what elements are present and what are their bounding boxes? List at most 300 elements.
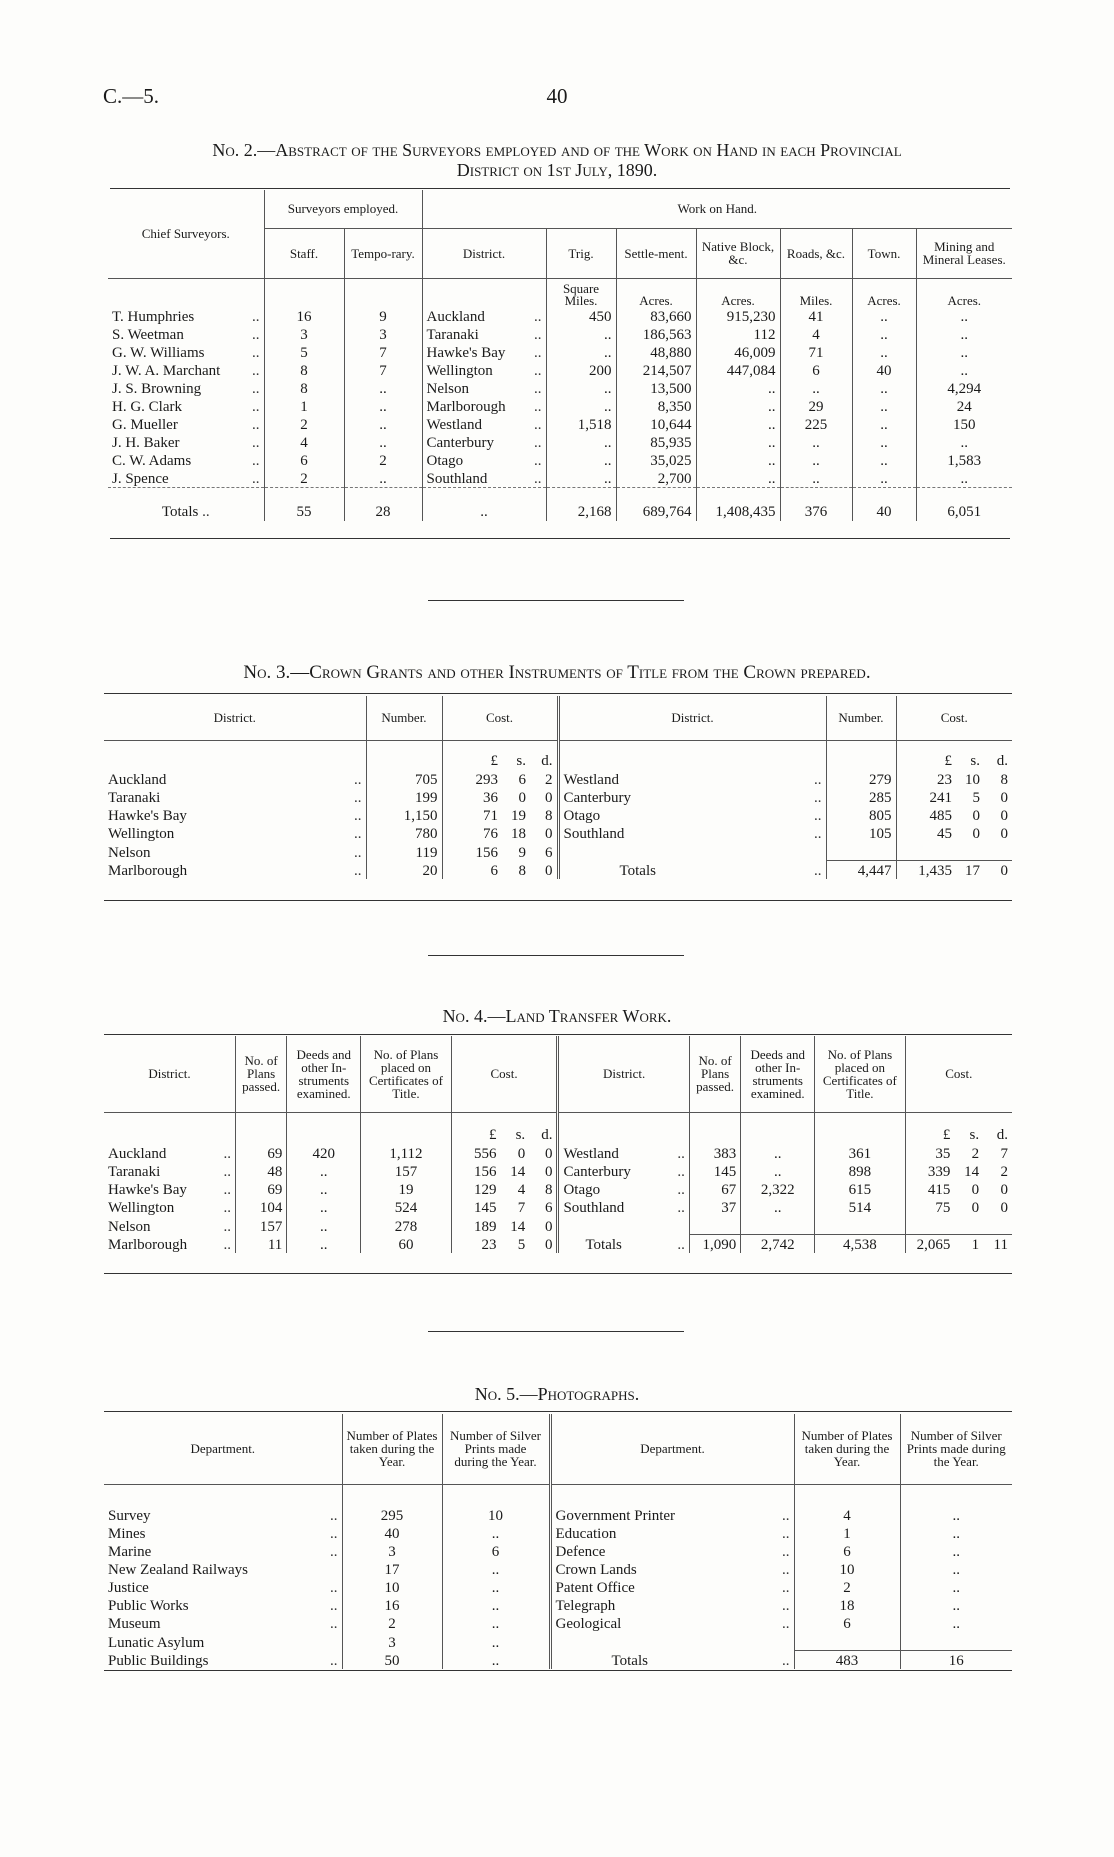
prints-cell: .. — [442, 1596, 550, 1614]
unit-shilling: s. — [969, 1127, 980, 1143]
spacer — [689, 1216, 740, 1235]
deeds-cell: .. — [287, 1198, 361, 1216]
pounds-cell: 45 — [896, 824, 956, 842]
pence-cell: 0 — [544, 1146, 553, 1162]
total-district: .. — [422, 487, 546, 521]
settlement-cell: 35,025 — [616, 451, 696, 469]
table-row — [108, 451, 1012, 469]
pence-cell: 0 — [545, 863, 553, 879]
trig-cell: .. — [546, 433, 616, 451]
staff-cell: 16 — [264, 307, 344, 325]
spacer — [900, 1632, 1012, 1651]
surveyor-name-text: H. G. Clark — [112, 398, 182, 415]
table-row — [104, 1180, 1012, 1198]
col-trig: Trig. — [546, 228, 616, 278]
district-cell-text: Marlborough — [426, 398, 506, 415]
district-cell-text: Otago — [426, 452, 464, 469]
unit-pence: d. — [996, 1127, 1008, 1143]
district-cell-text: Southland — [563, 826, 625, 842]
shillings-cell: 5 — [972, 790, 980, 806]
deeds-cell: .. — [741, 1198, 815, 1216]
district-cell: Canterbury .. — [558, 788, 826, 806]
table-row — [104, 1542, 1012, 1560]
placed-cell: 157 — [361, 1162, 451, 1180]
prints-cell: .. — [442, 1632, 550, 1651]
spacer — [741, 1216, 815, 1235]
district-cell: Auckland .. — [422, 307, 546, 325]
spacer — [984, 842, 1012, 861]
table-row — [108, 415, 1012, 433]
department-cell: Justice .. — [108, 1580, 338, 1596]
total-pounds: 1,435 — [896, 861, 956, 880]
table2 — [108, 190, 1012, 521]
plates-cell: 3 — [342, 1632, 442, 1651]
shillings-cell: 0 — [517, 1146, 526, 1162]
surveyor-name-text: J. H. Baker — [112, 434, 180, 451]
district-cell-text: Wellington — [426, 362, 493, 379]
shillings-cell: 2 — [971, 1146, 980, 1162]
district-cell-text: Taranaki — [108, 790, 161, 806]
district-cell: Nelson .. — [108, 844, 362, 861]
unit-pound: £ — [905, 1112, 954, 1144]
temporary-cell: .. — [344, 433, 422, 451]
shillings-cell: 10 — [965, 772, 980, 788]
prints-cell: .. — [900, 1542, 1012, 1560]
mining-cell: .. — [916, 361, 1012, 379]
mining-cell: .. — [916, 307, 1012, 325]
pounds-cell: 156 — [451, 1162, 500, 1180]
district-cell-text: Otago — [563, 1182, 601, 1198]
plates-cell: 3 — [342, 1542, 442, 1560]
number-cell: 705 — [366, 770, 442, 788]
department-cell-text: Geological — [555, 1616, 622, 1632]
pence-cell: 0 — [1000, 808, 1008, 824]
totals-label: Totals .. — [558, 861, 826, 880]
total-town: 40 — [852, 487, 916, 521]
temporary-cell: .. — [344, 469, 422, 488]
table-row — [104, 1235, 1012, 1254]
unit-pound: £ — [896, 740, 956, 770]
deeds-cell: 420 — [287, 1144, 361, 1162]
district-cell-text: Hawke's Bay — [108, 1182, 187, 1198]
number-cell: 285 — [826, 788, 896, 806]
department-cell: Marine .. — [108, 1544, 338, 1560]
number-cell: 805 — [826, 806, 896, 824]
prints-cell: .. — [442, 1578, 550, 1596]
deeds-cell: 2,322 — [741, 1180, 815, 1198]
settlement-cell: 2,700 — [616, 469, 696, 488]
plates-cell: 16 — [342, 1596, 442, 1614]
total-mining: 6,051 — [916, 487, 1012, 521]
district-cell: Wellington .. — [108, 826, 362, 842]
district-cell: Auckland .. — [108, 772, 362, 788]
pounds-cell: 556 — [451, 1144, 500, 1162]
surveyor-name: G. Mueller .. — [112, 416, 260, 433]
surveyor-name: J. Spence .. — [112, 470, 260, 487]
roads-cell: 71 — [780, 343, 852, 361]
native-cell: 112 — [696, 325, 780, 343]
total-shillings: 1 — [954, 1235, 983, 1254]
department-cell: Education .. — [550, 1524, 794, 1542]
plates-cell: 50 — [342, 1651, 442, 1670]
surveyor-name-text: J. Spence — [112, 470, 169, 487]
spacer — [956, 842, 984, 861]
placed-cell: 1,112 — [361, 1144, 451, 1162]
department-cell-text: Marine — [108, 1544, 152, 1560]
total-pence: 11 — [983, 1235, 1012, 1254]
col-district: District. — [422, 228, 546, 278]
district-cell: Taranaki .. — [422, 325, 546, 343]
department-cell-text: Public Buildings — [108, 1653, 209, 1669]
native-cell: .. — [696, 469, 780, 488]
district-cell-text: Southland — [426, 470, 488, 487]
temporary-cell: 7 — [344, 343, 422, 361]
native-cell: .. — [696, 451, 780, 469]
plans-cell: 11 — [235, 1235, 286, 1254]
district-cell: Marlborough .. — [108, 863, 362, 879]
total-shillings: 17 — [956, 861, 984, 880]
district-cell-text: Marlborough — [108, 1237, 188, 1253]
town-cell: .. — [852, 415, 916, 433]
total-plans: 1,090 — [689, 1235, 740, 1254]
native-cell: .. — [696, 433, 780, 451]
col-plates-left: Number of Plates taken during the Year. — [342, 1414, 442, 1484]
col-district-left: District. — [148, 1066, 191, 1082]
shillings-cell: 4 — [517, 1182, 526, 1198]
plates-cell: 295 — [342, 1506, 442, 1524]
unit-shilling: s. — [970, 753, 980, 769]
total-plates: 483 — [794, 1651, 900, 1670]
table-row — [104, 1216, 1012, 1235]
district-cell-text: Westland — [426, 416, 482, 433]
shillings-cell: 9 — [518, 844, 526, 861]
unit-shilling: s. — [515, 1127, 526, 1143]
unit-pound: £ — [451, 1112, 500, 1144]
col-prints-right: Number of Silver Prints made during the Year. — [900, 1414, 1012, 1484]
pence-cell: 0 — [544, 1218, 553, 1235]
pounds-cell: 36 — [442, 788, 502, 806]
prints-cell: .. — [900, 1506, 1012, 1524]
trig-cell: .. — [546, 451, 616, 469]
total-native: 1,408,435 — [696, 487, 780, 521]
table-row — [108, 397, 1012, 415]
pence-cell: 6 — [545, 844, 553, 861]
district-cell: Southland .. — [422, 469, 546, 488]
native-cell: 915,230 — [696, 307, 780, 325]
prints-cell: 6 — [442, 1542, 550, 1560]
table4 — [104, 1036, 1012, 1253]
surveyor-name-text: T. Humphries — [112, 308, 195, 325]
mining-cell: 150 — [916, 415, 1012, 433]
surveyor-name-text: S. Weetman — [112, 326, 184, 343]
total-prints: 16 — [900, 1651, 1012, 1670]
shillings-cell: 0 — [971, 1200, 980, 1216]
table-row — [104, 1614, 1012, 1632]
spacer — [550, 1632, 794, 1651]
district-cell: Westland .. — [558, 1144, 689, 1162]
table-row — [104, 1632, 1012, 1651]
col-work-on-hand: Work on Hand. — [422, 190, 1012, 228]
mining-cell: 24 — [916, 397, 1012, 415]
table-row — [104, 842, 1012, 861]
trig-cell: .. — [546, 325, 616, 343]
spacer — [905, 1216, 954, 1235]
district-cell: Marlborough .. — [108, 1237, 231, 1253]
pence-cell: 6 — [544, 1200, 553, 1216]
spacer — [826, 842, 896, 861]
department-cell: Public Buildings .. — [108, 1653, 338, 1669]
table-row — [104, 1560, 1012, 1578]
district-cell-text: Nelson — [426, 380, 469, 397]
total-placed: 4,538 — [815, 1235, 905, 1254]
pounds-cell: 339 — [905, 1162, 954, 1180]
shillings-cell: 14 — [510, 1218, 526, 1235]
shillings-cell: 5 — [517, 1237, 526, 1253]
col-roads: Roads, &c. — [780, 228, 852, 278]
plates-cell: 1 — [794, 1524, 900, 1542]
plates-cell: 17 — [342, 1560, 442, 1578]
table3-title: No. 3.—Crown Grants and other Instruments of Title from the Crown prepared. — [243, 662, 871, 683]
temporary-cell: 7 — [344, 361, 422, 379]
table-row — [104, 1144, 1012, 1162]
page-number: 40 — [546, 84, 568, 108]
col-district-left: District. — [213, 710, 256, 726]
settlement-cell: 13,500 — [616, 379, 696, 397]
unit-pence: d. — [996, 753, 1008, 769]
district-cell: Canterbury .. — [422, 433, 546, 451]
number-cell: 119 — [366, 842, 442, 861]
plates-cell: 10 — [342, 1578, 442, 1596]
staff-cell: 3 — [264, 325, 344, 343]
plates-cell: 2 — [794, 1578, 900, 1596]
placed-cell: 278 — [361, 1216, 451, 1235]
district-cell: Nelson .. — [422, 379, 546, 397]
settlement-cell: 85,935 — [616, 433, 696, 451]
town-cell: .. — [852, 325, 916, 343]
col-number-left: Number. — [366, 696, 442, 740]
table-row — [104, 1198, 1012, 1216]
district-cell-text: Hawke's Bay — [108, 808, 187, 824]
department-cell-text: Public Works — [108, 1598, 189, 1614]
district-cell-text: Nelson — [108, 1218, 151, 1235]
number-cell: 105 — [826, 824, 896, 842]
pence-cell: 0 — [544, 1164, 553, 1180]
roads-cell: 225 — [780, 415, 852, 433]
department-cell: Telegraph .. — [550, 1596, 794, 1614]
pounds-cell: 23 — [896, 770, 956, 788]
surveyor-name: S. Weetman .. — [112, 326, 260, 343]
shillings-cell: 14 — [964, 1164, 980, 1180]
pence-cell: 8 — [544, 1182, 553, 1198]
table2-title-line2: District on 1st July, 1890. — [456, 160, 658, 180]
pounds-cell: 293 — [442, 770, 502, 788]
col-settlement: Settle-ment. — [616, 228, 696, 278]
table-row — [108, 361, 1012, 379]
deeds-cell: .. — [287, 1235, 361, 1254]
native-cell: 46,009 — [696, 343, 780, 361]
roads-cell: 41 — [780, 307, 852, 325]
district-cell-text: Auckland — [426, 308, 485, 325]
shillings-cell: 14 — [510, 1164, 526, 1180]
number-cell: 279 — [826, 770, 896, 788]
district-cell: Nelson .. — [108, 1218, 231, 1235]
surveyor-name: G. W. Williams .. — [112, 344, 260, 361]
table2-title-line1: No. 2.—Abstract of the Surveyors employed and of the Work on Hand in each Provincial — [212, 140, 902, 160]
pence-cell: 0 — [545, 790, 553, 806]
district-cell-text: Auckland — [108, 772, 167, 788]
shillings-cell: 6 — [518, 772, 526, 788]
spacer — [558, 1216, 689, 1235]
unit-acres: Acres. — [616, 278, 696, 307]
department-cell: New Zealand Railways — [108, 1562, 248, 1578]
department-cell: Lunatic Asylum — [108, 1634, 205, 1651]
pounds-cell: 145 — [451, 1198, 500, 1216]
prints-cell: .. — [900, 1596, 1012, 1614]
district-cell: Taranaki .. — [108, 1164, 231, 1180]
prints-cell: .. — [442, 1614, 550, 1632]
district-cell: Westland .. — [422, 415, 546, 433]
roads-cell: .. — [780, 433, 852, 451]
placed-cell: 524 — [361, 1198, 451, 1216]
surveyor-name: T. Humphries .. — [112, 308, 260, 325]
shillings-cell: 7 — [517, 1200, 526, 1216]
trig-cell: 1,518 — [546, 415, 616, 433]
shillings-cell: 0 — [972, 808, 980, 824]
department-cell-text: Justice — [108, 1580, 149, 1596]
staff-cell: 2 — [264, 415, 344, 433]
district-cell-text: Canterbury — [426, 434, 494, 451]
district-cell: Wellington .. — [108, 1200, 231, 1216]
col-plans-left: No. of Plans passed. — [235, 1036, 286, 1112]
town-cell: .. — [852, 451, 916, 469]
totals-label: Totals .. — [161, 504, 210, 520]
placed-cell: 615 — [815, 1180, 905, 1198]
surveyor-name-text: J. S. Browning — [112, 380, 202, 397]
shillings-cell: 0 — [972, 826, 980, 842]
table-row — [104, 1506, 1012, 1524]
district-cell-text: Westland — [563, 772, 619, 788]
pounds-cell: 129 — [451, 1180, 500, 1198]
table-row — [104, 788, 1012, 806]
staff-cell: 8 — [264, 361, 344, 379]
prints-cell: 10 — [442, 1506, 550, 1524]
unit-miles: Miles. — [780, 278, 852, 307]
district-cell-text: Hawke's Bay — [426, 344, 506, 361]
trig-cell: 450 — [546, 307, 616, 325]
placed-cell: 361 — [815, 1144, 905, 1162]
staff-cell: 2 — [264, 469, 344, 488]
native-cell: 447,084 — [696, 361, 780, 379]
department-cell: Crown Lands .. — [550, 1560, 794, 1578]
col-placed-left: No. of Plans placed on Certificates of Title. — [361, 1036, 451, 1112]
district-cell: Southland .. — [558, 1198, 689, 1216]
pounds-cell: 76 — [442, 824, 502, 842]
pence-cell: 7 — [1000, 1146, 1008, 1162]
trig-cell: 200 — [546, 361, 616, 379]
prints-cell: .. — [900, 1578, 1012, 1596]
district-cell: Auckland .. — [108, 1146, 231, 1162]
deeds-cell: .. — [287, 1216, 361, 1235]
settlement-cell: 83,660 — [616, 307, 696, 325]
col-department-right: Department. — [550, 1414, 794, 1484]
table-row — [108, 379, 1012, 397]
surveyor-name-text: C. W. Adams — [112, 452, 192, 469]
trig-cell: .. — [546, 397, 616, 415]
shillings-cell: 18 — [511, 826, 526, 842]
placed-cell: 19 — [361, 1180, 451, 1198]
district-cell: Otago .. — [422, 451, 546, 469]
department-cell: Government Printer .. — [550, 1506, 794, 1524]
department-cell-text: Museum — [108, 1616, 161, 1632]
department-cell-text: Crown Lands — [555, 1562, 637, 1578]
district-cell-text: Canterbury — [563, 1164, 631, 1180]
col-mining: Mining and Mineral Leases. — [916, 228, 1012, 278]
native-cell: .. — [696, 379, 780, 397]
plans-cell: 383 — [689, 1144, 740, 1162]
staff-cell: 6 — [264, 451, 344, 469]
plates-cell: 10 — [794, 1560, 900, 1578]
district-cell-text: Westland — [563, 1146, 619, 1162]
col-deeds-right: Deeds and other In-struments examined. — [741, 1036, 815, 1112]
col-number-right: Number. — [826, 696, 896, 740]
table2-title — [60, 140, 1054, 180]
mining-cell: 1,583 — [916, 451, 1012, 469]
plans-cell: 67 — [689, 1180, 740, 1198]
placed-cell: 898 — [815, 1162, 905, 1180]
pounds-cell: 75 — [905, 1198, 954, 1216]
district-cell-text: Otago — [563, 808, 601, 824]
mining-cell: .. — [916, 469, 1012, 488]
prints-cell: .. — [900, 1560, 1012, 1578]
table-row — [104, 1651, 1012, 1670]
col-cost-left: Cost. — [451, 1036, 558, 1112]
department-cell-text: Survey — [108, 1508, 151, 1524]
district-cell: Hawke's Bay .. — [108, 808, 362, 824]
prints-cell: .. — [900, 1614, 1012, 1632]
department-cell-text: Patent Office — [555, 1580, 635, 1596]
table5 — [104, 1414, 1012, 1669]
roads-cell: .. — [780, 469, 852, 488]
department-cell: Patent Office .. — [550, 1578, 794, 1596]
pence-cell: 0 — [544, 1237, 553, 1253]
department-cell: Mines .. — [108, 1526, 338, 1542]
unit-pound: £ — [442, 740, 502, 770]
department-cell-text: Mines — [108, 1526, 146, 1542]
district-cell-text: Marlborough — [108, 863, 188, 879]
table-row — [108, 307, 1012, 325]
table-row — [104, 1162, 1012, 1180]
deeds-cell: .. — [287, 1180, 361, 1198]
pounds-cell: 71 — [442, 806, 502, 824]
total-number: 4,447 — [826, 861, 896, 880]
col-cost-right: Cost. — [905, 1036, 1012, 1112]
shillings-cell: 0 — [971, 1182, 980, 1198]
district-cell-text: Nelson — [108, 844, 151, 861]
plans-cell: 69 — [235, 1180, 286, 1198]
totals-label: Totals .. — [558, 1235, 689, 1254]
mining-cell: .. — [916, 433, 1012, 451]
number-cell: 20 — [366, 861, 442, 880]
department-cell-text: Education — [555, 1526, 617, 1542]
pence-cell: 0 — [545, 826, 553, 842]
col-surveyors-employed: Surveyors employed. — [264, 190, 422, 228]
district-cell: Otago .. — [558, 1180, 689, 1198]
town-cell: .. — [852, 307, 916, 325]
department-cell: Geological .. — [550, 1614, 794, 1632]
spacer — [954, 1216, 983, 1235]
col-temporary: Tempo-rary. — [344, 228, 422, 278]
col-plates-right: Number of Plates taken during the Year. — [794, 1414, 900, 1484]
